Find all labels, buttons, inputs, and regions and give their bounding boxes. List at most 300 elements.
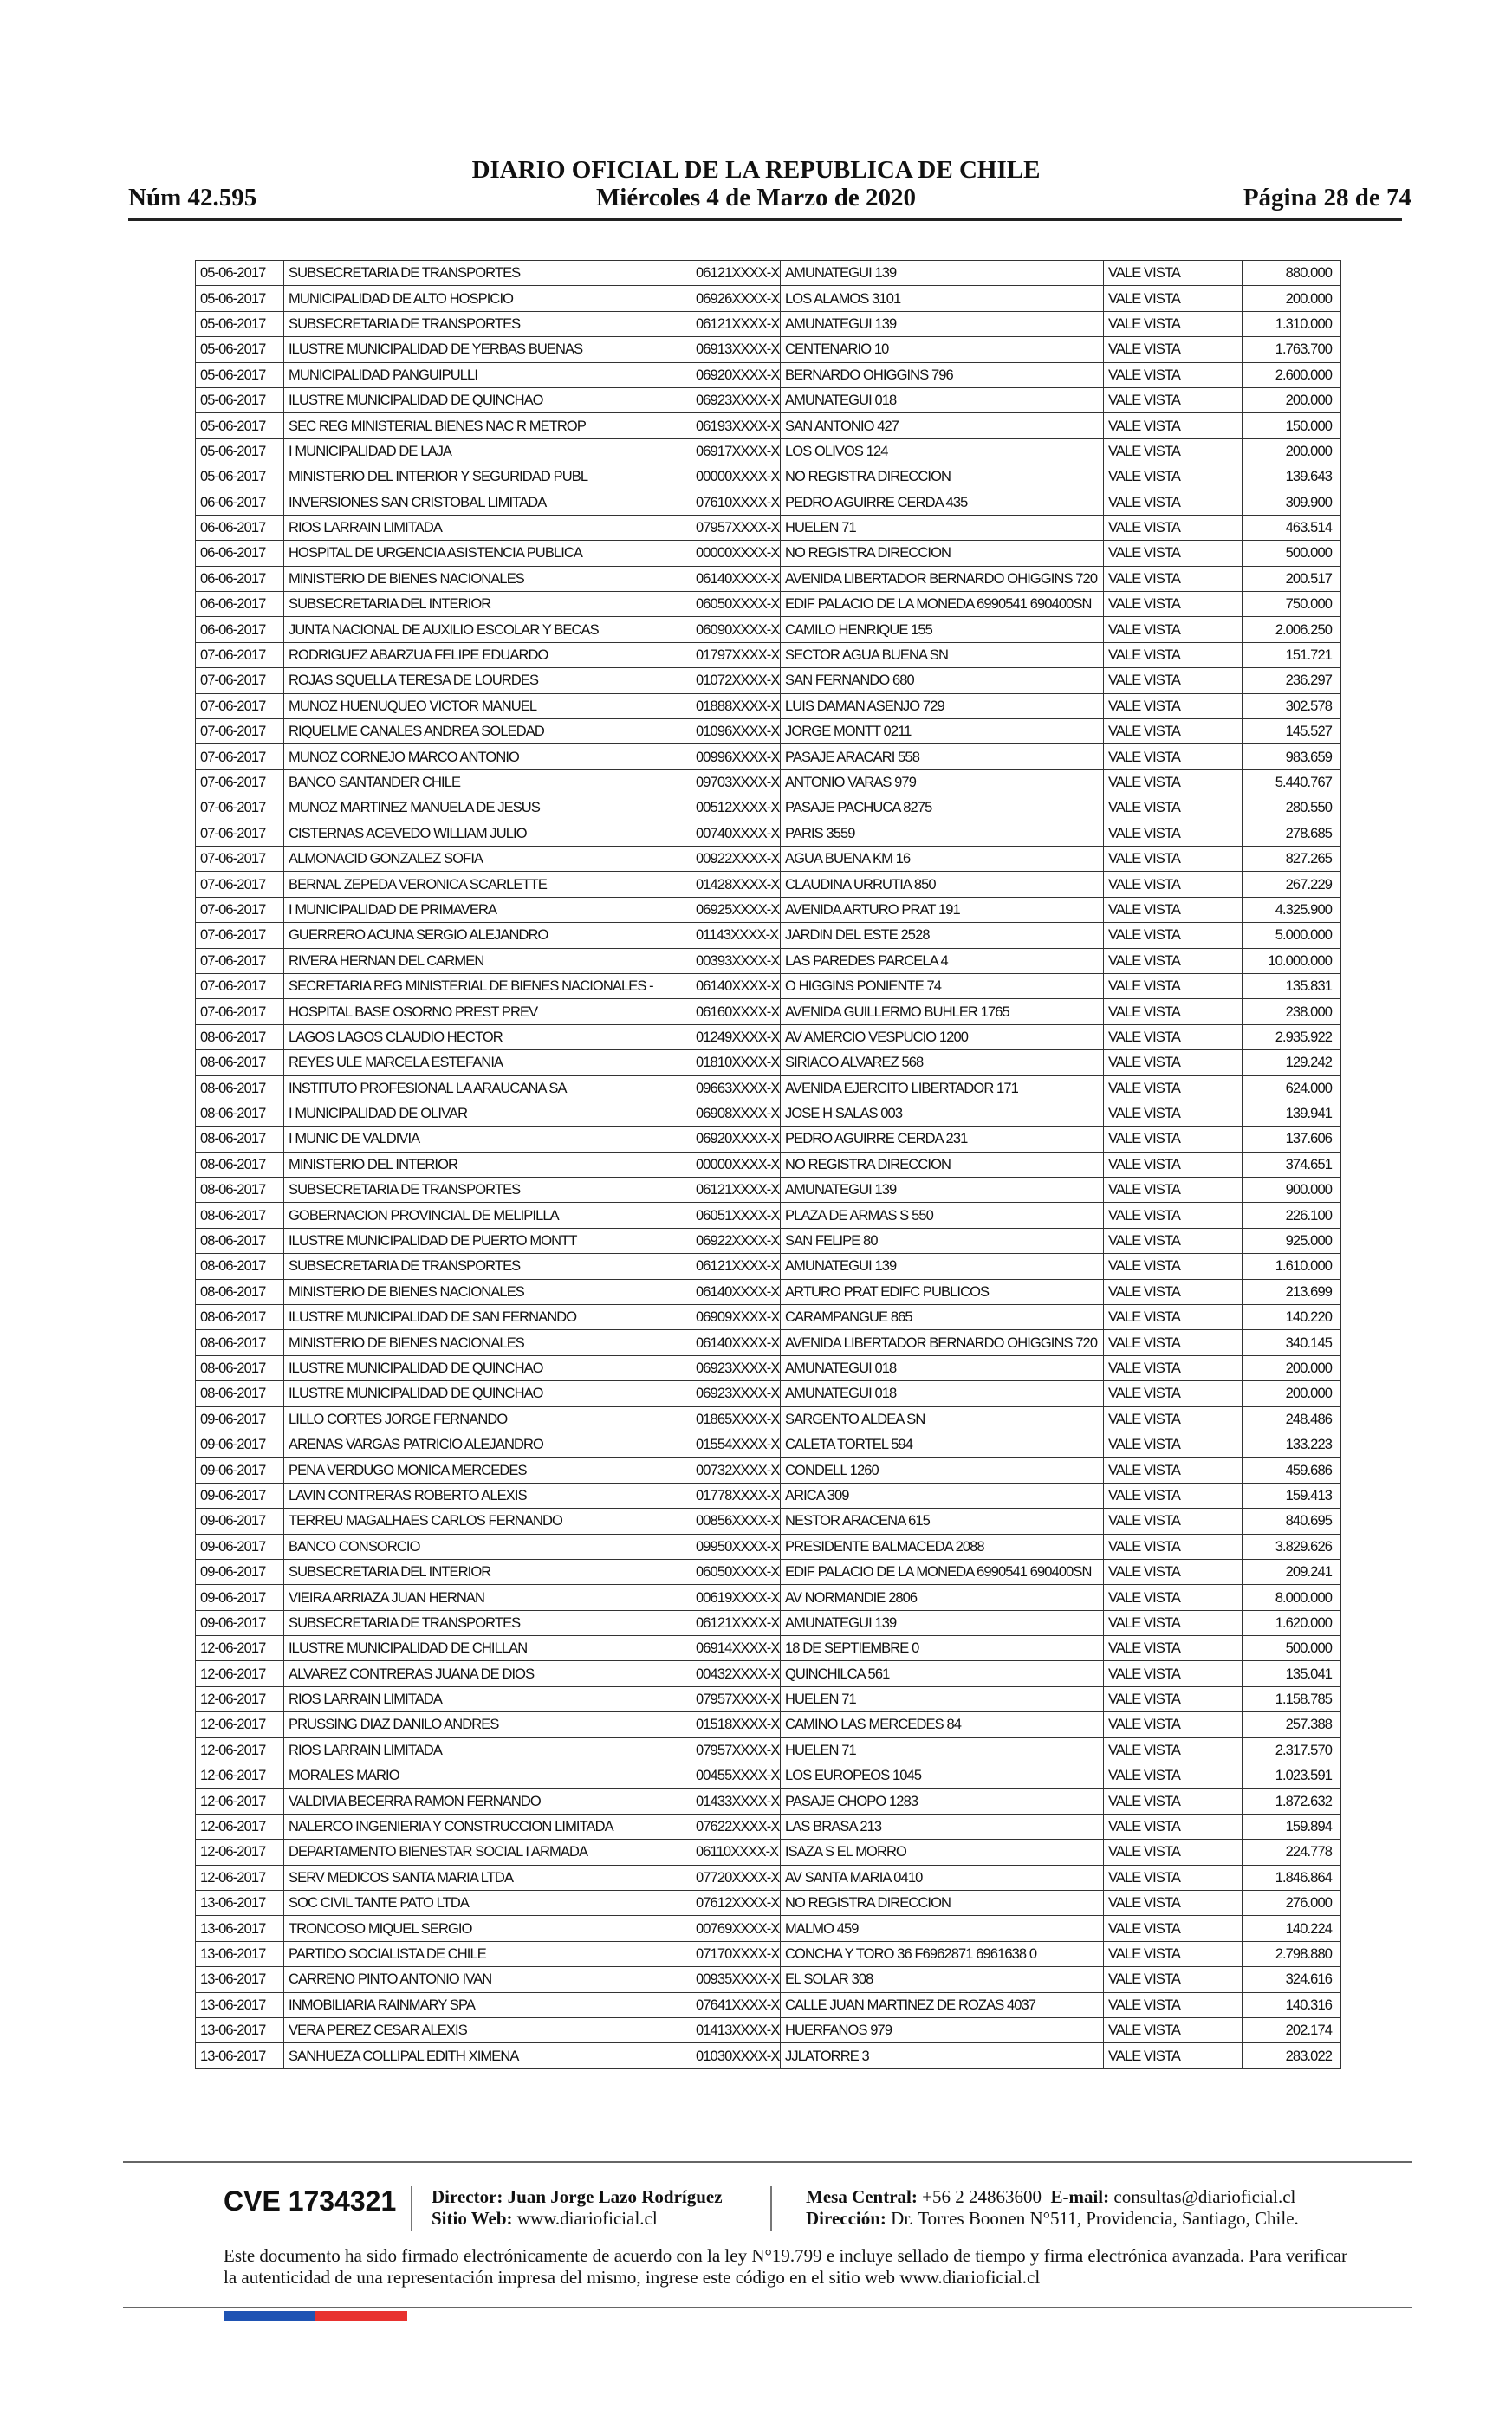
cell-date: 05-06-2017 (196, 438, 284, 464)
cell-address: CONDELL 1260 (781, 1458, 1104, 1483)
table-row (196, 1075, 1341, 1101)
cell-document: VALE VISTA (1104, 464, 1243, 490)
cell-amount: 309.900 (1243, 490, 1341, 515)
table-row (196, 872, 1341, 897)
cell-name: LILLO CORTES JORGE FERNANDO (284, 1406, 691, 1432)
table-row (196, 1967, 1341, 1992)
cell-address: AMUNATEGUI 139 (781, 1254, 1104, 1279)
cell-name: ILUSTRE MUNICIPALIDAD DE CHILLAN (284, 1636, 691, 1661)
table-row (196, 387, 1341, 412)
cell-address: AVENIDA LIBERTADOR BERNARDO OHIGGINS 720 (781, 566, 1104, 591)
cell-address: CENTENARIO 10 (781, 337, 1104, 362)
table-row (196, 1228, 1341, 1253)
cell-name: SUBSECRETARIA DE TRANSPORTES (284, 1610, 691, 1635)
cell-document: VALE VISTA (1104, 1228, 1243, 1253)
cell-rut: 01428XXXX-X (691, 872, 781, 897)
cell-date: 06-06-2017 (196, 592, 284, 617)
cell-date: 05-06-2017 (196, 413, 284, 438)
director-label: Director: (432, 2186, 503, 2207)
cell-amount: 280.550 (1243, 795, 1341, 821)
cell-document: VALE VISTA (1104, 668, 1243, 693)
cell-date: 08-06-2017 (196, 1152, 284, 1177)
cell-address: AMUNATEGUI 139 (781, 261, 1104, 286)
cell-address: ISAZA S EL MORRO (781, 1840, 1104, 1865)
cell-rut: 00856XXXX-X (691, 1509, 781, 1534)
cell-document: VALE VISTA (1104, 617, 1243, 642)
table-row (196, 1610, 1341, 1635)
cve-code: CVE 1734321 (224, 2185, 397, 2217)
cell-document: VALE VISTA (1104, 1686, 1243, 1711)
table-row (196, 642, 1341, 667)
payments-table (195, 260, 1341, 2069)
cell-rut: 06110XXXX-X (691, 1840, 781, 1865)
cell-name: MUNICIPALIDAD DE ALTO HOSPICIO (284, 286, 691, 311)
cell-document: VALE VISTA (1104, 1789, 1243, 1814)
cell-name: ILUSTRE MUNICIPALIDAD DE SAN FERNANDO (284, 1305, 691, 1330)
cell-amount: 880.000 (1243, 261, 1341, 286)
cell-address: QUINCHILCA 561 (781, 1661, 1104, 1686)
cell-amount: 1.158.785 (1243, 1686, 1341, 1711)
cell-date: 05-06-2017 (196, 286, 284, 311)
cell-document: VALE VISTA (1104, 1075, 1243, 1101)
cell-address: AV NORMANDIE 2806 (781, 1585, 1104, 1610)
cell-rut: 07957XXXX-X (691, 515, 781, 540)
cell-amount: 278.685 (1243, 821, 1341, 846)
cell-document: VALE VISTA (1104, 1330, 1243, 1355)
cell-amount: 224.778 (1243, 1840, 1341, 1865)
cell-date: 08-06-2017 (196, 1050, 284, 1075)
table-row (196, 311, 1341, 336)
cell-name: MUNOZ HUENUQUEO VICTOR MANUEL (284, 693, 691, 718)
legal-notice: Este documento ha sido firmado electrónicamente de acuerdo con la ley N°19.799 e incluye sellado de tiempo y firma electrónica avanzada. Para verificar la autenticidad de una representación impresa del mismo, ingrese este código en el sitio web www.diarioficial.cl (224, 2245, 1348, 2288)
cell-date: 07-06-2017 (196, 642, 284, 667)
cell-date: 12-06-2017 (196, 1661, 284, 1686)
cell-rut: 06917XXXX-X (691, 438, 781, 464)
cell-name: SANHUEZA COLLIPAL EDITH XIMENA (284, 2043, 691, 2068)
cell-rut: 01518XXXX-X (691, 1712, 781, 1737)
cell-name: VIEIRA ARRIAZA JUAN HERNAN (284, 1585, 691, 1610)
table-row (196, 490, 1341, 515)
cell-rut: 06121XXXX-X (691, 311, 781, 336)
table-row (196, 1355, 1341, 1380)
cell-address: SAN FERNANDO 680 (781, 668, 1104, 693)
table-row (196, 1814, 1341, 1839)
cell-amount: 135.831 (1243, 973, 1341, 998)
cell-date: 05-06-2017 (196, 311, 284, 336)
table-row (196, 948, 1341, 973)
cell-address: CAMILO HENRIQUE 155 (781, 617, 1104, 642)
cell-date: 06-06-2017 (196, 541, 284, 566)
cell-address: JOSE H SALAS 003 (781, 1101, 1104, 1126)
cell-amount: 283.022 (1243, 2043, 1341, 2068)
cell-document: VALE VISTA (1104, 1610, 1243, 1635)
cell-rut: 07720XXXX-X (691, 1865, 781, 1890)
cell-address: NO REGISTRA DIRECCION (781, 1891, 1104, 1916)
table-row (196, 515, 1341, 540)
cell-rut: 09663XXXX-X (691, 1075, 781, 1101)
cell-name: SUBSECRETARIA DEL INTERIOR (284, 1559, 691, 1584)
cell-date: 13-06-2017 (196, 1941, 284, 1966)
cell-name: MUNOZ MARTINEZ MANUELA DE JESUS (284, 795, 691, 821)
table-row (196, 1101, 1341, 1126)
cell-rut: 06923XXXX-X (691, 1381, 781, 1406)
table-row (196, 2017, 1341, 2042)
cell-amount: 1.620.000 (1243, 1610, 1341, 1635)
cell-rut: 06922XXXX-X (691, 1228, 781, 1253)
cell-document: VALE VISTA (1104, 1127, 1243, 1152)
cell-amount: 2.798.880 (1243, 1941, 1341, 1966)
cell-document: VALE VISTA (1104, 1458, 1243, 1483)
cell-name: INVERSIONES SAN CRISTOBAL LIMITADA (284, 490, 691, 515)
website-link[interactable]: www.diarioficial.cl (516, 2208, 658, 2229)
table-row (196, 1203, 1341, 1228)
mesa-label: Mesa Central: (806, 2186, 918, 2207)
cell-name: BANCO CONSORCIO (284, 1534, 691, 1559)
cell-address: JJLATORRE 3 (781, 2043, 1104, 2068)
cell-rut: 00996XXXX-X (691, 744, 781, 769)
cell-document: VALE VISTA (1104, 1712, 1243, 1737)
cell-amount: 5.000.000 (1243, 923, 1341, 948)
email-link[interactable]: consultas@diarioficial.cl (1113, 2186, 1296, 2207)
cell-amount: 151.721 (1243, 642, 1341, 667)
table-row (196, 769, 1341, 795)
cell-amount: 1.846.864 (1243, 1865, 1341, 1890)
cell-amount: 200.000 (1243, 438, 1341, 464)
cell-document: VALE VISTA (1104, 311, 1243, 336)
cell-amount: 5.440.767 (1243, 769, 1341, 795)
cell-date: 07-06-2017 (196, 973, 284, 998)
cell-amount: 159.413 (1243, 1483, 1341, 1508)
table-row (196, 261, 1341, 286)
cell-name: SUBSECRETARIA DE TRANSPORTES (284, 311, 691, 336)
table-row (196, 1585, 1341, 1610)
cell-rut: 06913XXXX-X (691, 337, 781, 362)
cell-date: 08-06-2017 (196, 1228, 284, 1253)
cell-date: 08-06-2017 (196, 1305, 284, 1330)
cell-amount: 267.229 (1243, 872, 1341, 897)
cell-date: 13-06-2017 (196, 1916, 284, 1941)
cell-address: PASAJE ARACARI 558 (781, 744, 1104, 769)
table-row (196, 1406, 1341, 1432)
cell-document: VALE VISTA (1104, 1152, 1243, 1177)
cell-rut: 06920XXXX-X (691, 1127, 781, 1152)
cell-name: RIQUELME CANALES ANDREA SOLEDAD (284, 719, 691, 744)
table-row (196, 719, 1341, 744)
cell-name: ILUSTRE MUNICIPALIDAD DE PUERTO MONTT (284, 1228, 691, 1253)
cell-name: SUBSECRETARIA DE TRANSPORTES (284, 261, 691, 286)
cell-address: CALLE JUAN MARTINEZ DE ROZAS 4037 (781, 1992, 1104, 2017)
cell-date: 09-06-2017 (196, 1483, 284, 1508)
cell-rut: 06090XXXX-X (691, 617, 781, 642)
cell-rut: 06121XXXX-X (691, 261, 781, 286)
cell-name: I MUNIC DE VALDIVIA (284, 1127, 691, 1152)
cell-rut: 00000XXXX-X (691, 1152, 781, 1177)
cell-rut: 01797XXXX-X (691, 642, 781, 667)
table-row (196, 846, 1341, 871)
cell-address: PASAJE PACHUCA 8275 (781, 795, 1104, 821)
cell-amount: 140.220 (1243, 1305, 1341, 1330)
cell-document: VALE VISTA (1104, 642, 1243, 667)
cell-date: 08-06-2017 (196, 1203, 284, 1228)
cell-document: VALE VISTA (1104, 1814, 1243, 1839)
cell-name: SERV MEDICOS SANTA MARIA LTDA (284, 1865, 691, 1890)
cell-date: 07-06-2017 (196, 795, 284, 821)
cell-address: LUIS DAMAN ASENJO 729 (781, 693, 1104, 718)
cell-document: VALE VISTA (1104, 1840, 1243, 1865)
address-line (806, 2208, 1299, 2230)
cell-name: SEC REG MINISTERIAL BIENES NAC R METROP (284, 413, 691, 438)
cell-date: 09-06-2017 (196, 1458, 284, 1483)
cell-name: HOSPITAL DE URGENCIA ASISTENCIA PUBLICA (284, 541, 691, 566)
cell-address: HUELEN 71 (781, 1686, 1104, 1711)
cell-date: 13-06-2017 (196, 2017, 284, 2042)
table-row (196, 1712, 1341, 1737)
cell-date: 07-06-2017 (196, 821, 284, 846)
table-row (196, 1458, 1341, 1483)
cell-amount: 1.023.591 (1243, 1763, 1341, 1789)
cell-document: VALE VISTA (1104, 1992, 1243, 2017)
cell-address: EL SOLAR 308 (781, 1967, 1104, 1992)
cell-amount: 900.000 (1243, 1178, 1341, 1203)
cell-address: NESTOR ARACENA 615 (781, 1509, 1104, 1534)
cell-name: RIOS LARRAIN LIMITADA (284, 1686, 691, 1711)
cell-document: VALE VISTA (1104, 490, 1243, 515)
cell-amount: 2.006.250 (1243, 617, 1341, 642)
cell-address: O HIGGINS PONIENTE 74 (781, 973, 1104, 998)
cell-rut: 07610XXXX-X (691, 490, 781, 515)
cell-date: 05-06-2017 (196, 464, 284, 490)
cell-amount: 139.941 (1243, 1101, 1341, 1126)
cell-date: 06-06-2017 (196, 490, 284, 515)
cell-name: RODRIGUEZ ABARZUA FELIPE EDUARDO (284, 642, 691, 667)
cell-document: VALE VISTA (1104, 1737, 1243, 1763)
cell-rut: 06909XXXX-X (691, 1305, 781, 1330)
cell-date: 05-06-2017 (196, 362, 284, 387)
cell-date: 09-06-2017 (196, 1432, 284, 1457)
cell-rut: 01888XXXX-X (691, 693, 781, 718)
table-row (196, 1152, 1341, 1177)
cell-rut: 06051XXXX-X (691, 1203, 781, 1228)
cell-rut: 07641XXXX-X (691, 1992, 781, 2017)
cell-document: VALE VISTA (1104, 592, 1243, 617)
cell-document: VALE VISTA (1104, 769, 1243, 795)
table-row (196, 362, 1341, 387)
cell-document: VALE VISTA (1104, 1355, 1243, 1380)
cell-amount: 200.000 (1243, 1355, 1341, 1380)
cell-date: 07-06-2017 (196, 744, 284, 769)
cell-date: 13-06-2017 (196, 1967, 284, 1992)
cell-document: VALE VISTA (1104, 1891, 1243, 1916)
cell-date: 07-06-2017 (196, 897, 284, 922)
cell-document: VALE VISTA (1104, 1050, 1243, 1075)
cell-address: AV SANTA MARIA 0410 (781, 1865, 1104, 1890)
cell-date: 08-06-2017 (196, 1330, 284, 1355)
cell-amount: 140.224 (1243, 1916, 1341, 1941)
cell-amount: 2.935.922 (1243, 1024, 1341, 1049)
cell-amount: 248.486 (1243, 1406, 1341, 1432)
cell-amount: 500.000 (1243, 1636, 1341, 1661)
cell-document: VALE VISTA (1104, 261, 1243, 286)
cell-date: 08-06-2017 (196, 1381, 284, 1406)
cell-amount: 213.699 (1243, 1279, 1341, 1304)
cell-rut: 06926XXXX-X (691, 286, 781, 311)
cell-name: MINISTERIO DE BIENES NACIONALES (284, 1330, 691, 1355)
cell-address: AMUNATEGUI 139 (781, 1178, 1104, 1203)
cell-amount: 3.829.626 (1243, 1534, 1341, 1559)
cell-amount: 202.174 (1243, 2017, 1341, 2042)
address-value: Dr. Torres Boonen N°511, Providencia, Santiago, Chile. (891, 2208, 1299, 2229)
cell-amount: 200.000 (1243, 387, 1341, 412)
cell-date: 05-06-2017 (196, 387, 284, 412)
cell-date: 08-06-2017 (196, 1024, 284, 1049)
cell-date: 06-06-2017 (196, 617, 284, 642)
cell-rut: 06121XXXX-X (691, 1254, 781, 1279)
cell-rut: 00922XXXX-X (691, 846, 781, 871)
cell-amount: 226.100 (1243, 1203, 1341, 1228)
cell-name: TRONCOSO MIQUEL SERGIO (284, 1916, 691, 1941)
cell-rut: 07612XXXX-X (691, 1891, 781, 1916)
table-row (196, 897, 1341, 922)
cell-date: 07-06-2017 (196, 719, 284, 744)
cell-name: ROJAS SQUELLA TERESA DE LOURDES (284, 668, 691, 693)
table-row (196, 1534, 1341, 1559)
table-row (196, 693, 1341, 718)
brand-color-bar (224, 2311, 407, 2321)
cell-amount: 827.265 (1243, 846, 1341, 871)
cell-date: 08-06-2017 (196, 1075, 284, 1101)
cell-rut: 06160XXXX-X (691, 999, 781, 1024)
cell-rut: 01072XXXX-X (691, 668, 781, 693)
cell-address: JORGE MONTT 0211 (781, 719, 1104, 744)
cell-address: SARGENTO ALDEA SN (781, 1406, 1104, 1432)
cell-name: ALMONACID GONZALEZ SOFIA (284, 846, 691, 871)
cell-address: AVENIDA EJERCITO LIBERTADOR 171 (781, 1075, 1104, 1101)
cell-document: VALE VISTA (1104, 1483, 1243, 1508)
cell-rut: 01865XXXX-X (691, 1406, 781, 1432)
issue-number: Núm 42.595 (128, 184, 257, 211)
table-row (196, 1178, 1341, 1203)
cell-address: PARIS 3559 (781, 821, 1104, 846)
cell-address: SAN ANTONIO 427 (781, 413, 1104, 438)
cell-rut: 09703XXXX-X (691, 769, 781, 795)
cell-document: VALE VISTA (1104, 897, 1243, 922)
cell-rut: 07957XXXX-X (691, 1737, 781, 1763)
cell-address: SIRIACO ALVAREZ 568 (781, 1050, 1104, 1075)
cell-document: VALE VISTA (1104, 1916, 1243, 1941)
cell-address: 18 DE SEPTIEMBRE 0 (781, 1636, 1104, 1661)
cell-rut: 06923XXXX-X (691, 1355, 781, 1380)
cell-rut: 06121XXXX-X (691, 1610, 781, 1635)
cell-name: MINISTERIO DEL INTERIOR Y SEGURIDAD PUBL (284, 464, 691, 490)
cell-rut: 01778XXXX-X (691, 1483, 781, 1508)
cell-address: PLAZA DE ARMAS S 550 (781, 1203, 1104, 1228)
cell-name: RIVERA HERNAN DEL CARMEN (284, 948, 691, 973)
cell-rut: 06140XXXX-X (691, 566, 781, 591)
cell-address: MALMO 459 (781, 1916, 1104, 1941)
cell-document: VALE VISTA (1104, 1381, 1243, 1406)
cell-document: VALE VISTA (1104, 999, 1243, 1024)
table-row (196, 1737, 1341, 1763)
payments-table-body (196, 261, 1341, 2069)
cell-address: AMUNATEGUI 018 (781, 1355, 1104, 1380)
cell-address: HUERFANOS 979 (781, 2017, 1104, 2042)
cell-amount: 324.616 (1243, 1967, 1341, 1992)
cell-name: ALVAREZ CONTRERAS JUANA DE DIOS (284, 1661, 691, 1686)
cell-address: EDIF PALACIO DE LA MONEDA 6990541 690400SN (781, 1559, 1104, 1584)
cell-document: VALE VISTA (1104, 821, 1243, 846)
table-row (196, 1127, 1341, 1152)
cell-address: AMUNATEGUI 139 (781, 311, 1104, 336)
cell-name: RIOS LARRAIN LIMITADA (284, 515, 691, 540)
cell-document: VALE VISTA (1104, 719, 1243, 744)
cell-date: 07-06-2017 (196, 872, 284, 897)
table-row (196, 541, 1341, 566)
cell-amount: 624.000 (1243, 1075, 1341, 1101)
cell-date: 07-06-2017 (196, 846, 284, 871)
cell-amount: 209.241 (1243, 1559, 1341, 1584)
table-row (196, 923, 1341, 948)
cell-date: 13-06-2017 (196, 1891, 284, 1916)
cell-name: ILUSTRE MUNICIPALIDAD DE YERBAS BUENAS (284, 337, 691, 362)
table-row (196, 1686, 1341, 1711)
cell-document: VALE VISTA (1104, 1585, 1243, 1610)
cell-rut: 01249XXXX-X (691, 1024, 781, 1049)
cell-document: VALE VISTA (1104, 413, 1243, 438)
cell-document: VALE VISTA (1104, 846, 1243, 871)
cell-amount: 140.316 (1243, 1992, 1341, 2017)
cell-rut: 01810XXXX-X (691, 1050, 781, 1075)
cell-address: AV AMERCIO VESPUCIO 1200 (781, 1024, 1104, 1049)
cell-amount: 2.317.570 (1243, 1737, 1341, 1763)
cell-name: ARENAS VARGAS PATRICIO ALEJANDRO (284, 1432, 691, 1457)
cell-date: 09-06-2017 (196, 1406, 284, 1432)
cell-address: LOS ALAMOS 3101 (781, 286, 1104, 311)
table-row (196, 592, 1341, 617)
director-name: Juan Jorge Lazo Rodríguez (507, 2186, 723, 2207)
cell-address: HUELEN 71 (781, 1737, 1104, 1763)
cell-address: AGUA BUENA KM 16 (781, 846, 1104, 871)
cell-document: VALE VISTA (1104, 387, 1243, 412)
cell-rut: 06140XXXX-X (691, 1330, 781, 1355)
cell-rut: 09950XXXX-X (691, 1534, 781, 1559)
cell-name: RIOS LARRAIN LIMITADA (284, 1737, 691, 1763)
cell-rut: 06908XXXX-X (691, 1101, 781, 1126)
cell-address: AVENIDA ARTURO PRAT 191 (781, 897, 1104, 922)
cell-date: 08-06-2017 (196, 1178, 284, 1203)
cell-name: GUERRERO ACUNA SERGIO ALEJANDRO (284, 923, 691, 948)
cell-document: VALE VISTA (1104, 1636, 1243, 1661)
cell-amount: 133.223 (1243, 1432, 1341, 1457)
table-row (196, 795, 1341, 821)
footer-top-divider (123, 2161, 1412, 2163)
table-row (196, 1483, 1341, 1508)
cell-date: 07-06-2017 (196, 668, 284, 693)
cell-document: VALE VISTA (1104, 1101, 1243, 1126)
cell-address: LOS EUROPEOS 1045 (781, 1763, 1104, 1789)
cell-date: 09-06-2017 (196, 1585, 284, 1610)
cell-document: VALE VISTA (1104, 1254, 1243, 1279)
cell-date: 13-06-2017 (196, 2043, 284, 2068)
table-row (196, 668, 1341, 693)
cell-date: 12-06-2017 (196, 1686, 284, 1711)
cell-address: LAS BRASA 213 (781, 1814, 1104, 1839)
cell-document: VALE VISTA (1104, 744, 1243, 769)
cell-address: AVENIDA LIBERTADOR BERNARDO OHIGGINS 720 (781, 1330, 1104, 1355)
cell-document: VALE VISTA (1104, 795, 1243, 821)
cell-name: VALDIVIA BECERRA RAMON FERNANDO (284, 1789, 691, 1814)
table-row (196, 1941, 1341, 1966)
cell-name: I MUNICIPALIDAD DE OLIVAR (284, 1101, 691, 1126)
